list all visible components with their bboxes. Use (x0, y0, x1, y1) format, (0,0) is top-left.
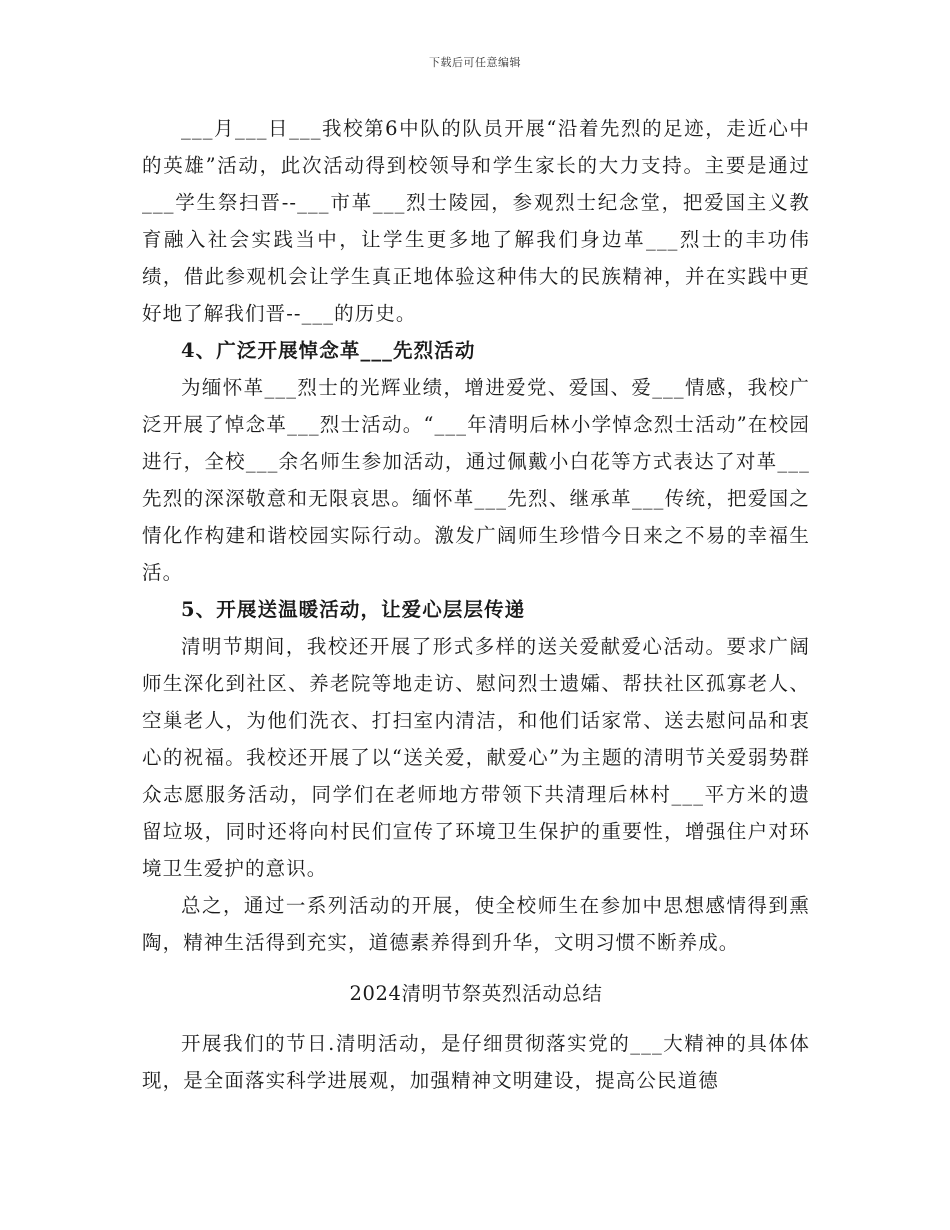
paragraph: 清明节期间，我校还开展了形式多样的送关爱献爱心活动。要求广阔师生深化到社区、养老院等地走访、慰问烈士遗孀、帮扶社区孤寡老人、空巢老人，为他们洗衣、打扫室内清洁，和他们话家常、送去慰问品和衷心的祝福。我校还开展了以“送关爱，献爱心”为主题的清明节关爱弱势群众志愿服务活动，同学们在老师地方带领下共清理后林村___平方米的遗留垃圾，同时还将向村民们宣传了环境卫生保护的重要性，增强住户对环境卫生爱护的意识。 (142, 635, 810, 880)
paragraph: 为缅怀革___烈士的光辉业绩，增进爱党、爱国、爱___情感，我校广泛开展了悼念革___烈士活动。“___年清明后林小学悼念烈士活动”在校园进行，全校___余名师生参加活动，通过佩戴小白花等方式表达了对革___先烈的深深敬意和无限哀思。缅怀革___先烈、继承革___传统，把爱国之情化作构建和谐校园实际行动。激发广阔师生珍惜今日来之不易的幸福生活。 (142, 376, 810, 584)
section-heading: 5、开展送温暖活动，让爱心层层传递 (181, 598, 526, 621)
document-body (142, 110, 810, 1099)
document-title: 2024清明节祭英烈活动总结 (349, 982, 603, 1005)
paragraph: 开展我们的节日.清明活动，是仔细贯彻落实党的___大精神的具体体现，是全面落实科学进展观，加强精神文明建设，提高公民道德 (142, 1032, 810, 1092)
paragraph: 总之，通过一系列活动的开展，使全校师生在参加中思想感情得到熏陶，精神生活得到充实，道德素养得到升华，文明习惯不断养成。 (142, 894, 810, 954)
section-heading: 4、广泛开展悼念革___先烈活动 (181, 339, 476, 362)
paragraph: ___月___日___我校第6中队的队员开展“沿着先烈的足迹，走近心中的英雄”活动，此次活动得到校领导和学生家长的大力支持。主要是通过___学生祭扫晋--___市革___烈士陵园，参观烈士纪念堂，把爱国主义教育融入社会实践当中，让学生更多地了解我们身边革___烈士的丰功伟绩，借此参观机会让学生真正地体验这种伟大的民族精神，并在实践中更好地了解我们晋--___的历史。 (142, 117, 810, 325)
page-header-note: 下载后可任意编辑 (429, 56, 521, 69)
